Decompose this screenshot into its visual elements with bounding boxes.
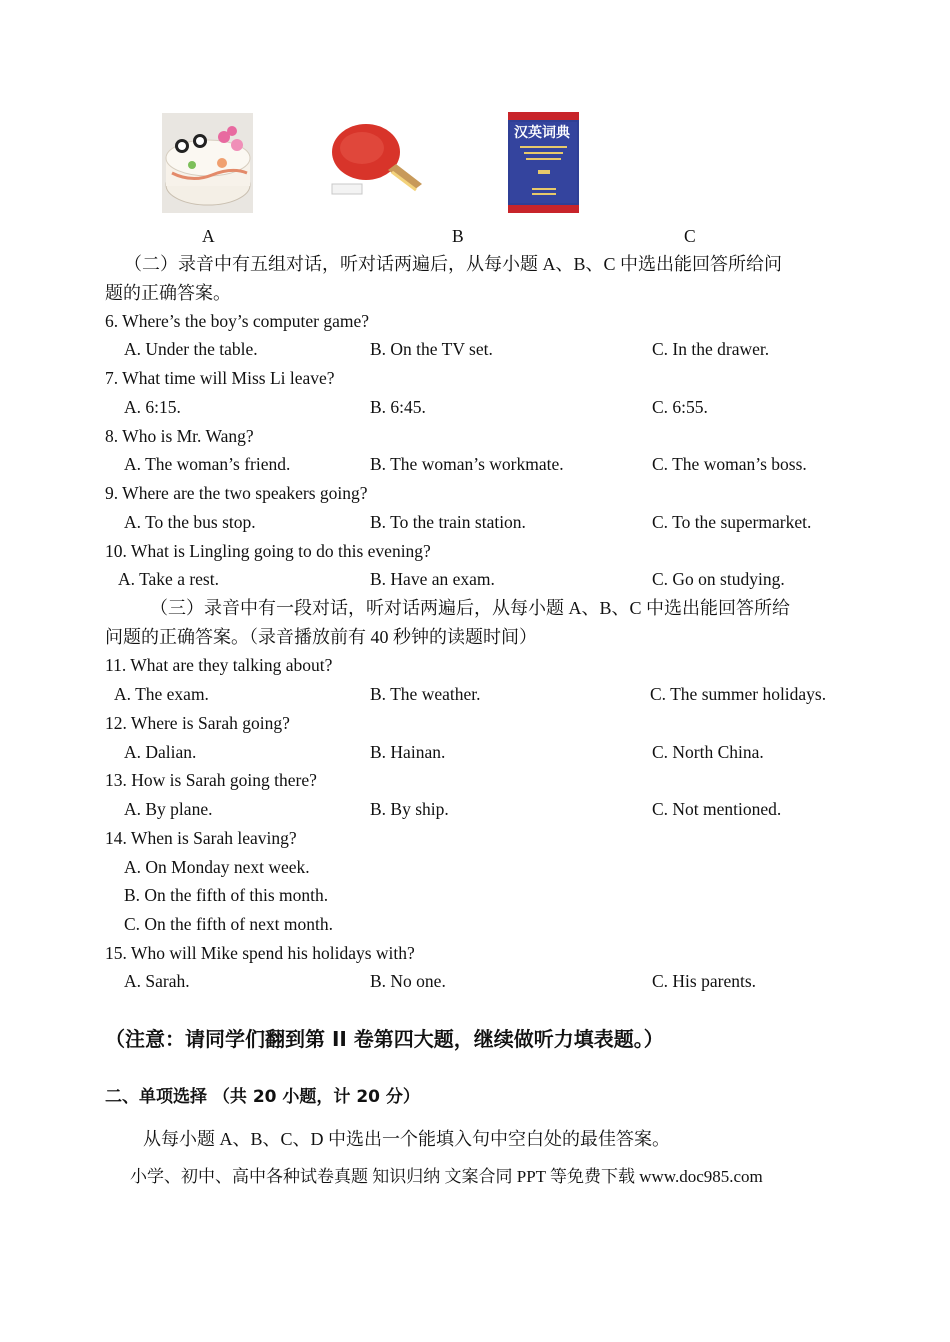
q15-option-a: A. Sarah. [124, 971, 190, 991]
q14-option-a: A. On Monday next week. [124, 857, 310, 877]
q6-option-c: C. In the drawer. [652, 339, 770, 359]
notice: （注意：请同学们翻到第 II 卷第四大题，继续做听力填表题。） [105, 1027, 664, 1051]
q8-option-b: B. The woman’s workmate. [370, 454, 564, 474]
q6-option-a: A. Under the table. [124, 339, 258, 359]
cake-picture [162, 113, 253, 213]
q6-option-b: B. On the TV set. [370, 339, 493, 359]
picture-label-a: A [202, 226, 215, 246]
q11-option-b: B. The weather. [370, 684, 481, 704]
q12-option-b: B. Hainan. [370, 742, 446, 762]
q15-option-b: B. No one. [370, 971, 446, 991]
question-14: 14. When is Sarah leaving? [105, 828, 297, 848]
q11-option-c: C. The summer holidays. [650, 684, 827, 704]
dictionary-picture [508, 112, 579, 213]
question-7: 7. What time will Miss Li leave? [105, 368, 335, 388]
picture-label-b: B [452, 226, 464, 246]
q14-option-b: B. On the fifth of this month. [124, 885, 329, 905]
q14-option-c: C. On the fifth of next month. [124, 914, 334, 934]
section2-intro-line1: （二）录音中有五组对话，听对话两遍后，从每小题 A、B、C 中选出能回答所给问 [124, 254, 783, 274]
question-6: 6. Where’s the boy’s computer game? [105, 311, 370, 331]
q10-option-a: A. Take a rest. [118, 569, 219, 589]
ping-pong-paddle-picture [328, 118, 426, 198]
q7-option-c: C. 6:55. [652, 397, 708, 417]
q10-option-c: C. Go on studying. [652, 569, 785, 589]
q12-option-a: A. Dalian. [124, 742, 197, 762]
question-15: 15. Who will Mike spend his holidays with? [105, 943, 415, 963]
q13-option-b: B. By ship. [370, 799, 449, 819]
q9-option-b: B. To the train station. [370, 512, 526, 532]
q8-option-c: C. The woman’s boss. [652, 454, 807, 474]
q11-option-a: A. The exam. [114, 684, 209, 704]
question-9: 9. Where are the two speakers going? [105, 483, 368, 503]
section3-intro-line2: 问题的正确答案。（录音播放前有 40 秒钟的读题时间） [105, 627, 537, 647]
q7-option-b: B. 6:45. [370, 397, 426, 417]
picture-label-c: C [684, 226, 696, 246]
q13-option-c: C. Not mentioned. [652, 799, 782, 819]
question-12: 12. Where is Sarah going? [105, 713, 290, 733]
q9-option-a: A. To the bus stop. [124, 512, 256, 532]
dictionary-title: 汉英词典 [514, 125, 570, 141]
question-13: 13. How is Sarah going there? [105, 770, 317, 790]
part2-instruction: 从每小题 A、B、C、D 中选出一个能填入句中空白处的最佳答案。 [143, 1129, 671, 1149]
question-11: 11. What are they talking about? [105, 655, 333, 675]
q9-option-c: C. To the supermarket. [652, 512, 812, 532]
q15-option-c: C. His parents. [652, 971, 757, 991]
footer-text: 小学、初中、高中各种试卷真题 知识归纳 文案合同 PPT 等免费下载 www.doc985.com [130, 1167, 763, 1186]
section2-intro-line2: 题的正确答案。 [105, 283, 231, 303]
section3-intro-line1: （三）录音中有一段对话，听对话两遍后，从每小题 A、B、C 中选出能回答所给 [150, 598, 791, 618]
q8-option-a: A. The woman’s friend. [124, 454, 291, 474]
part2-heading: 二、单项选择 （共 20 小题，计 20 分） [105, 1087, 420, 1107]
question-8: 8. Who is Mr. Wang? [105, 426, 254, 446]
q12-option-c: C. North China. [652, 742, 764, 762]
q10-option-b: B. Have an exam. [370, 569, 495, 589]
q7-option-a: A. 6:15. [124, 397, 181, 417]
question-10: 10. What is Lingling going to do this evening? [105, 541, 431, 561]
q13-option-a: A. By plane. [124, 799, 213, 819]
